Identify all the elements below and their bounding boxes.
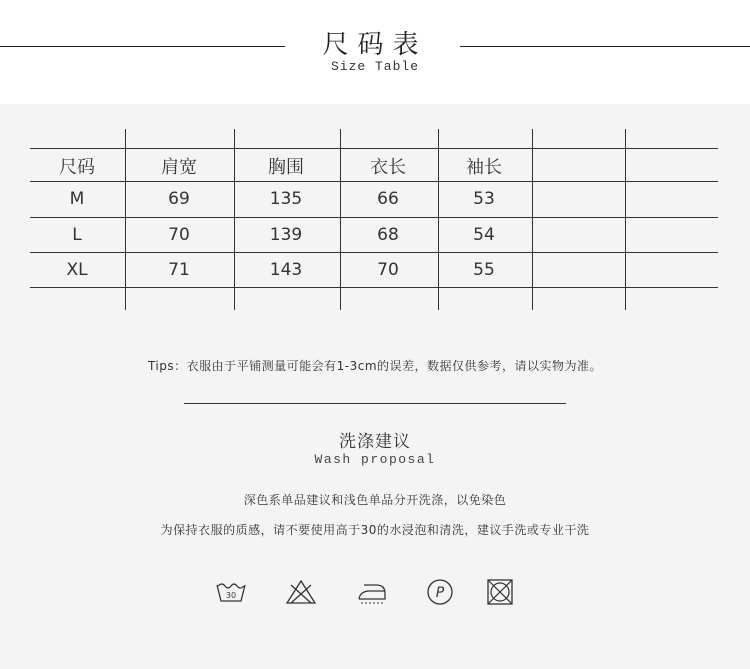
table-header-cell: 尺码 (59, 157, 95, 178)
table-header-cell: 袖长 (466, 157, 502, 178)
iron-low-icon (356, 577, 388, 607)
table-rule (30, 181, 718, 182)
table-column-divider (532, 129, 533, 310)
table-cell: 69 (168, 189, 190, 209)
table-cell: 68 (377, 225, 399, 245)
wash-note-1: 深色系单品建议和浅色单品分开洗涤，以免染色 (243, 493, 507, 507)
dry-clean-p-icon (424, 577, 456, 607)
tips-text: Tips：衣服由于平铺测量可能会有1-3cm的误差，数据仅供参考，请以实物为准。 (147, 359, 603, 373)
wash-title: 洗涤建议 (339, 432, 411, 452)
table-cell: 55 (473, 260, 495, 280)
table-cell: 70 (168, 225, 190, 245)
wash-30-icon (215, 577, 247, 607)
table-cell: 53 (473, 189, 495, 209)
table-cell: M (69, 189, 85, 209)
table-rule (30, 252, 718, 253)
svg-text:P: P (435, 585, 445, 601)
table-column-divider (625, 129, 626, 310)
wash-subtitle: Wash proposal (314, 452, 436, 467)
table-cell: 143 (269, 260, 303, 280)
table-header-cell: 胸围 (268, 157, 304, 178)
no-tumble-dry-icon (484, 577, 516, 607)
table-rule (30, 217, 718, 218)
table-cell: 139 (269, 225, 303, 245)
table-column-divider (234, 129, 235, 310)
page-title: 尺码表 (322, 30, 428, 60)
table-cell: 135 (269, 189, 303, 209)
table-column-divider (340, 129, 341, 310)
table-cell: L (72, 225, 82, 245)
table-cell: XL (66, 260, 88, 280)
table-column-divider (125, 129, 126, 310)
page-subtitle: Size Table (330, 59, 419, 74)
no-bleach-icon (285, 577, 317, 607)
header (0, 0, 750, 104)
table-cell: 66 (377, 189, 399, 209)
svg-text:30: 30 (225, 591, 237, 600)
table-cell: 71 (168, 260, 190, 280)
care-icons (0, 577, 750, 607)
table-rule (30, 287, 718, 288)
table-header-cell: 肩宽 (161, 157, 197, 178)
table-header-cell: 衣长 (370, 157, 406, 178)
section-divider (184, 403, 566, 404)
table-cell: 54 (473, 225, 495, 245)
table-rule (30, 148, 718, 149)
wash-note-2: 为保持衣服的质感，请不要使用高于30的水浸泡和清洗，建议手洗或专业干洗 (160, 523, 590, 537)
table-cell: 70 (377, 260, 399, 280)
